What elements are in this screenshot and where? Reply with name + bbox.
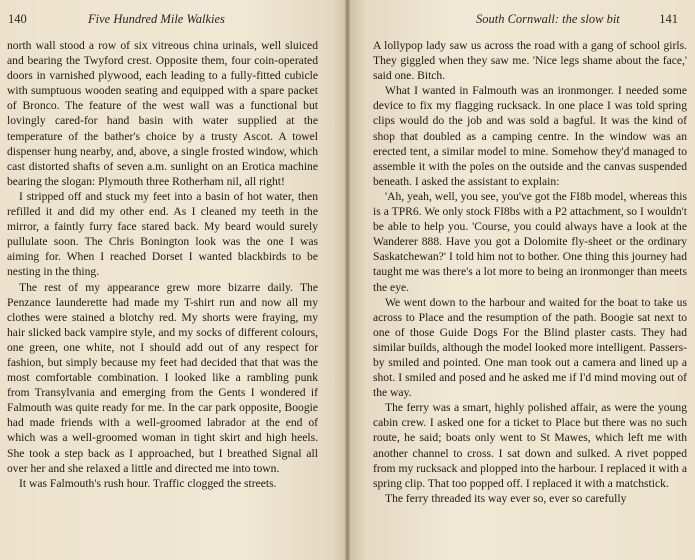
paragraph: It was Falmouth's rush hour. Traffic clogged the streets. xyxy=(19,476,277,490)
right-page-body xyxy=(373,38,687,506)
paragraph: 'Ah, yeah, well, you see, you've got the FI8b model, whereas this is a TPR6. We only stock FI8bs with a P2 attachment, so I wouldn't be able to help you. 'Course, you could always have a look at the Wanderer 888. Have you got a Dolomite fly-sheet or the ordinary Saskatchewan?' I told him not to bother. One thing this journey had taught me was there's a lot more to being an ironmonger than meets the eye. xyxy=(373,189,687,294)
paragraph: We went down to the harbour and waited for the boat to take us across to Place and the resumption of the path. Boogie sat next to one of those Guide Dogs For the Blind plaster casts. They had similar builds, although the model looked more intelligent. Passers-by smiled and pointed. One man took out a camera and lined up a shot. I smiled and posed and he asked me if I'd mind moving out of the way. xyxy=(373,295,687,400)
right-page-number: 141 xyxy=(659,12,678,26)
right-page xyxy=(348,0,695,560)
left-page-header xyxy=(8,12,320,30)
paragraph: The rest of my appearance grew more bizarre daily. The Penzance launderette had made my T-shirt run and now all my clothes were stained a blotchy red. My shorts were fraying, my hair slicked back vampire style, and my socks of different colours, one green, one white, not I should add out of any respect for fashion, but simply because my feet had decided that that was the most comfortable combination. I looked like a rambling punk from Transylvania and emerging from the Gents I wondered if Falmouth was quite ready for me. In the car park opposite, Boogie had made friends with a well-groomed labrador at the end of which was a well-groomed woman in tight skirt and high heels. She took a step back as I approached, but I breathed Signal all over her and she relaxed a little and directed me into town. xyxy=(7,280,318,475)
book-gutter xyxy=(345,0,350,560)
paragraph: I stripped off and stuck my feet into a basin of hot water, then refilled it and did my other end. As I cleaned my teeth in the mirror, a faintly furry face stared back. My beard would surely pullulate soon. The Chris Bonington look was the one I was aiming for. When I reached Dorset I wanted blackbirds to be nesting in the thing. xyxy=(7,189,318,279)
paragraph: What I wanted in Falmouth was an ironmonger. I needed some device to fix my flagging rucksack. In one place I was told spring clips would do the job and was sold a bagful. It was the kind of shop that doubled as a camping centre. In the window was an erected tent, a similar model to mine. Somehow they'd managed to assemble it with the poles on the outside and the canvas suspended beneath. I asked the assistant to explain: xyxy=(373,84,687,188)
paragraph: A lollypop lady saw us across the road with a gang of school girls. They giggled when they saw me. 'Nice legs shame about the face,' said one. Bitch. xyxy=(373,39,687,83)
left-page-body xyxy=(7,38,318,491)
paragraph: north wall stood a row of six vitreous china urinals, well sluiced and bearing the Twyford crest. Opposite them, four coin-operated doors in varnished plywood, each leading to a fully-fitted cubicle with sumptuous wooden seating and equipped with a spare packet of Bronco. The feature of the west wall was a functional but lovingly cared-for hand basin with water supplied at the temperature of the bather's choice by a trusty Ascot. A towel dispenser hung nearby, and, above, a single frosted window, which cast distorted shafts of seven a.m. sunlight on an Erotica machine bearing the slogan: Plymouth three Rotherham nil, all right! xyxy=(7,39,318,188)
right-running-head: South Cornwall: the slow bit xyxy=(476,12,620,26)
right-page-header xyxy=(374,12,686,30)
paragraph: The ferry threaded its way ever so, ever so carefully xyxy=(385,491,627,505)
left-running-head: Five Hundred Mile Walkies xyxy=(88,12,225,26)
left-page-number: 140 xyxy=(8,12,27,26)
left-page xyxy=(0,0,347,560)
paragraph: The ferry was a smart, highly polished affair, as were the young cabin crew. I asked one for a ticket to Place but there was no such route, he said; boats only went to St Mawes, which left me with another channel to cross. I sat down and sulked. A rivet popped from my rucksack and plopped into the harbour. I replaced it with a spring clip. That too popped off. I replaced it with a matchstick. xyxy=(373,401,687,490)
